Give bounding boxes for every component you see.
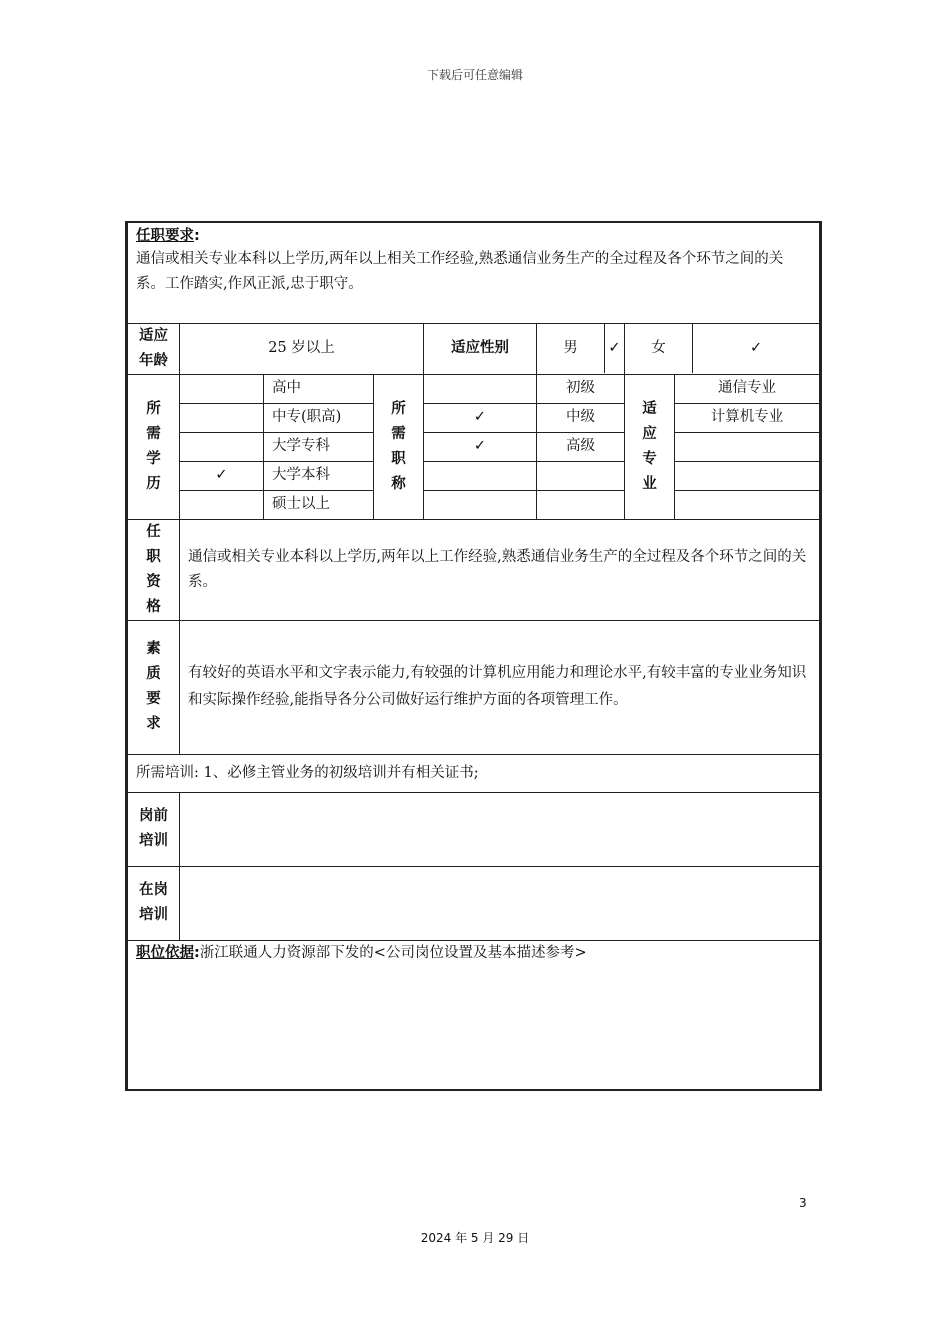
major-item: 通信专业 xyxy=(675,374,821,403)
pre-training-row xyxy=(127,792,821,866)
on-training-label: 在岗 培训 xyxy=(127,866,180,940)
major-item xyxy=(675,490,821,519)
gender-male-cell xyxy=(537,323,625,374)
page-header: 下载后可任意编辑 xyxy=(426,68,523,82)
edu-level: 高中 xyxy=(264,374,374,403)
training-row xyxy=(127,754,821,792)
education-label: 所 需 学 历 xyxy=(127,374,180,519)
edu-level: 中专(职高) xyxy=(264,403,374,432)
title-level: 初级 xyxy=(537,374,625,403)
edu-level: 大学本科 xyxy=(264,461,374,490)
footer-date: 2024 年 5 月 29 日 xyxy=(420,1231,530,1245)
gender-male-label: 男 xyxy=(537,324,605,373)
edu-level: 硕士以上 xyxy=(264,490,374,519)
qualification-row xyxy=(127,519,821,620)
male-check-icon: ✓ xyxy=(608,340,621,356)
requirements-label: 任职要求 xyxy=(136,228,194,244)
quality-row xyxy=(127,620,821,754)
title-check: ✓ xyxy=(424,432,537,461)
title-check: ✓ xyxy=(424,403,537,432)
requirements-row xyxy=(127,222,821,323)
title-level xyxy=(537,490,625,519)
on-training-row xyxy=(127,866,821,940)
major-item: 计算机专业 xyxy=(675,403,821,432)
female-check-icon: ✓ xyxy=(749,340,763,356)
edu-row-1 xyxy=(127,374,821,403)
gender-label: 适应性别 xyxy=(424,323,537,374)
edu-row-5 xyxy=(127,490,821,519)
quality-text: 有较好的英语水平和文字表示能力,有较强的计算机应用能力和理论水平,有较丰富的专业业务知识和实际操作经验,能指导各分公司做好运行维护方面的各项管理工作。 xyxy=(180,620,821,754)
qualification-label: 任 职 资 格 xyxy=(127,519,180,620)
edu-check xyxy=(180,490,264,519)
age-value: 25 岁以上 xyxy=(180,323,424,374)
major-label: 适 应 专 业 xyxy=(625,374,675,519)
pre-training-label: 岗前 培训 xyxy=(127,792,180,866)
basis-row xyxy=(127,940,821,1090)
edu-check: ✓ xyxy=(180,461,264,490)
title-check xyxy=(424,490,537,519)
age-label: 适应 年龄 xyxy=(127,323,180,374)
training-text: 所需培训: 1、必修主管业务的初级培训并有相关证书; xyxy=(127,754,821,792)
qualification-text: 通信或相关专业本科以上学历,两年以上工作经验,熟悉通信业务生产的全过程及各个环节之间的关系。 xyxy=(180,519,821,620)
gender-female-label: 女 xyxy=(625,324,693,373)
age-gender-row xyxy=(127,323,821,374)
on-training-content xyxy=(180,866,821,940)
edu-row-4 xyxy=(127,461,821,490)
basis-label: 职位依据 xyxy=(136,944,194,961)
edu-row-3 xyxy=(127,432,821,461)
edu-check xyxy=(180,403,264,432)
requirements-cell: 任职要求: 通信或相关专业本科以上学历,两年以上相关工作经验,熟悉通信业务生产的全过程及各个环节之间的关系。工作踏实,作风正派,忠于职守。 xyxy=(127,222,821,323)
requirements-text: 通信或相关专业本科以上学历,两年以上相关工作经验,熟悉通信业务生产的全过程及各个环节之间的关系。工作踏实,作风正派,忠于职守。 xyxy=(136,251,784,292)
title-label: 所 需 职 称 xyxy=(374,374,424,519)
edu-check xyxy=(180,432,264,461)
edu-check xyxy=(180,374,264,403)
title-check xyxy=(424,374,537,403)
major-item xyxy=(675,461,821,490)
pre-training-content xyxy=(180,792,821,866)
title-level: 中级 xyxy=(537,403,625,432)
basis-cell: 职位依据:浙江联通人力资源部下发的<公司岗位设置及基本描述参考> xyxy=(127,940,821,1090)
title-level xyxy=(537,461,625,490)
major-item xyxy=(675,432,821,461)
quality-label: 素 质 要 求 xyxy=(127,620,180,754)
basis-text: 浙江联通人力资源部下发的<公司岗位设置及基本描述参考> xyxy=(199,944,587,961)
title-check xyxy=(424,461,537,490)
edu-row-2 xyxy=(127,403,821,432)
edu-level: 大学专科 xyxy=(264,432,374,461)
job-description-table xyxy=(125,221,822,1091)
title-level: 高级 xyxy=(537,432,625,461)
gender-female-cell xyxy=(625,323,821,374)
page-number: 3 xyxy=(799,1196,807,1210)
